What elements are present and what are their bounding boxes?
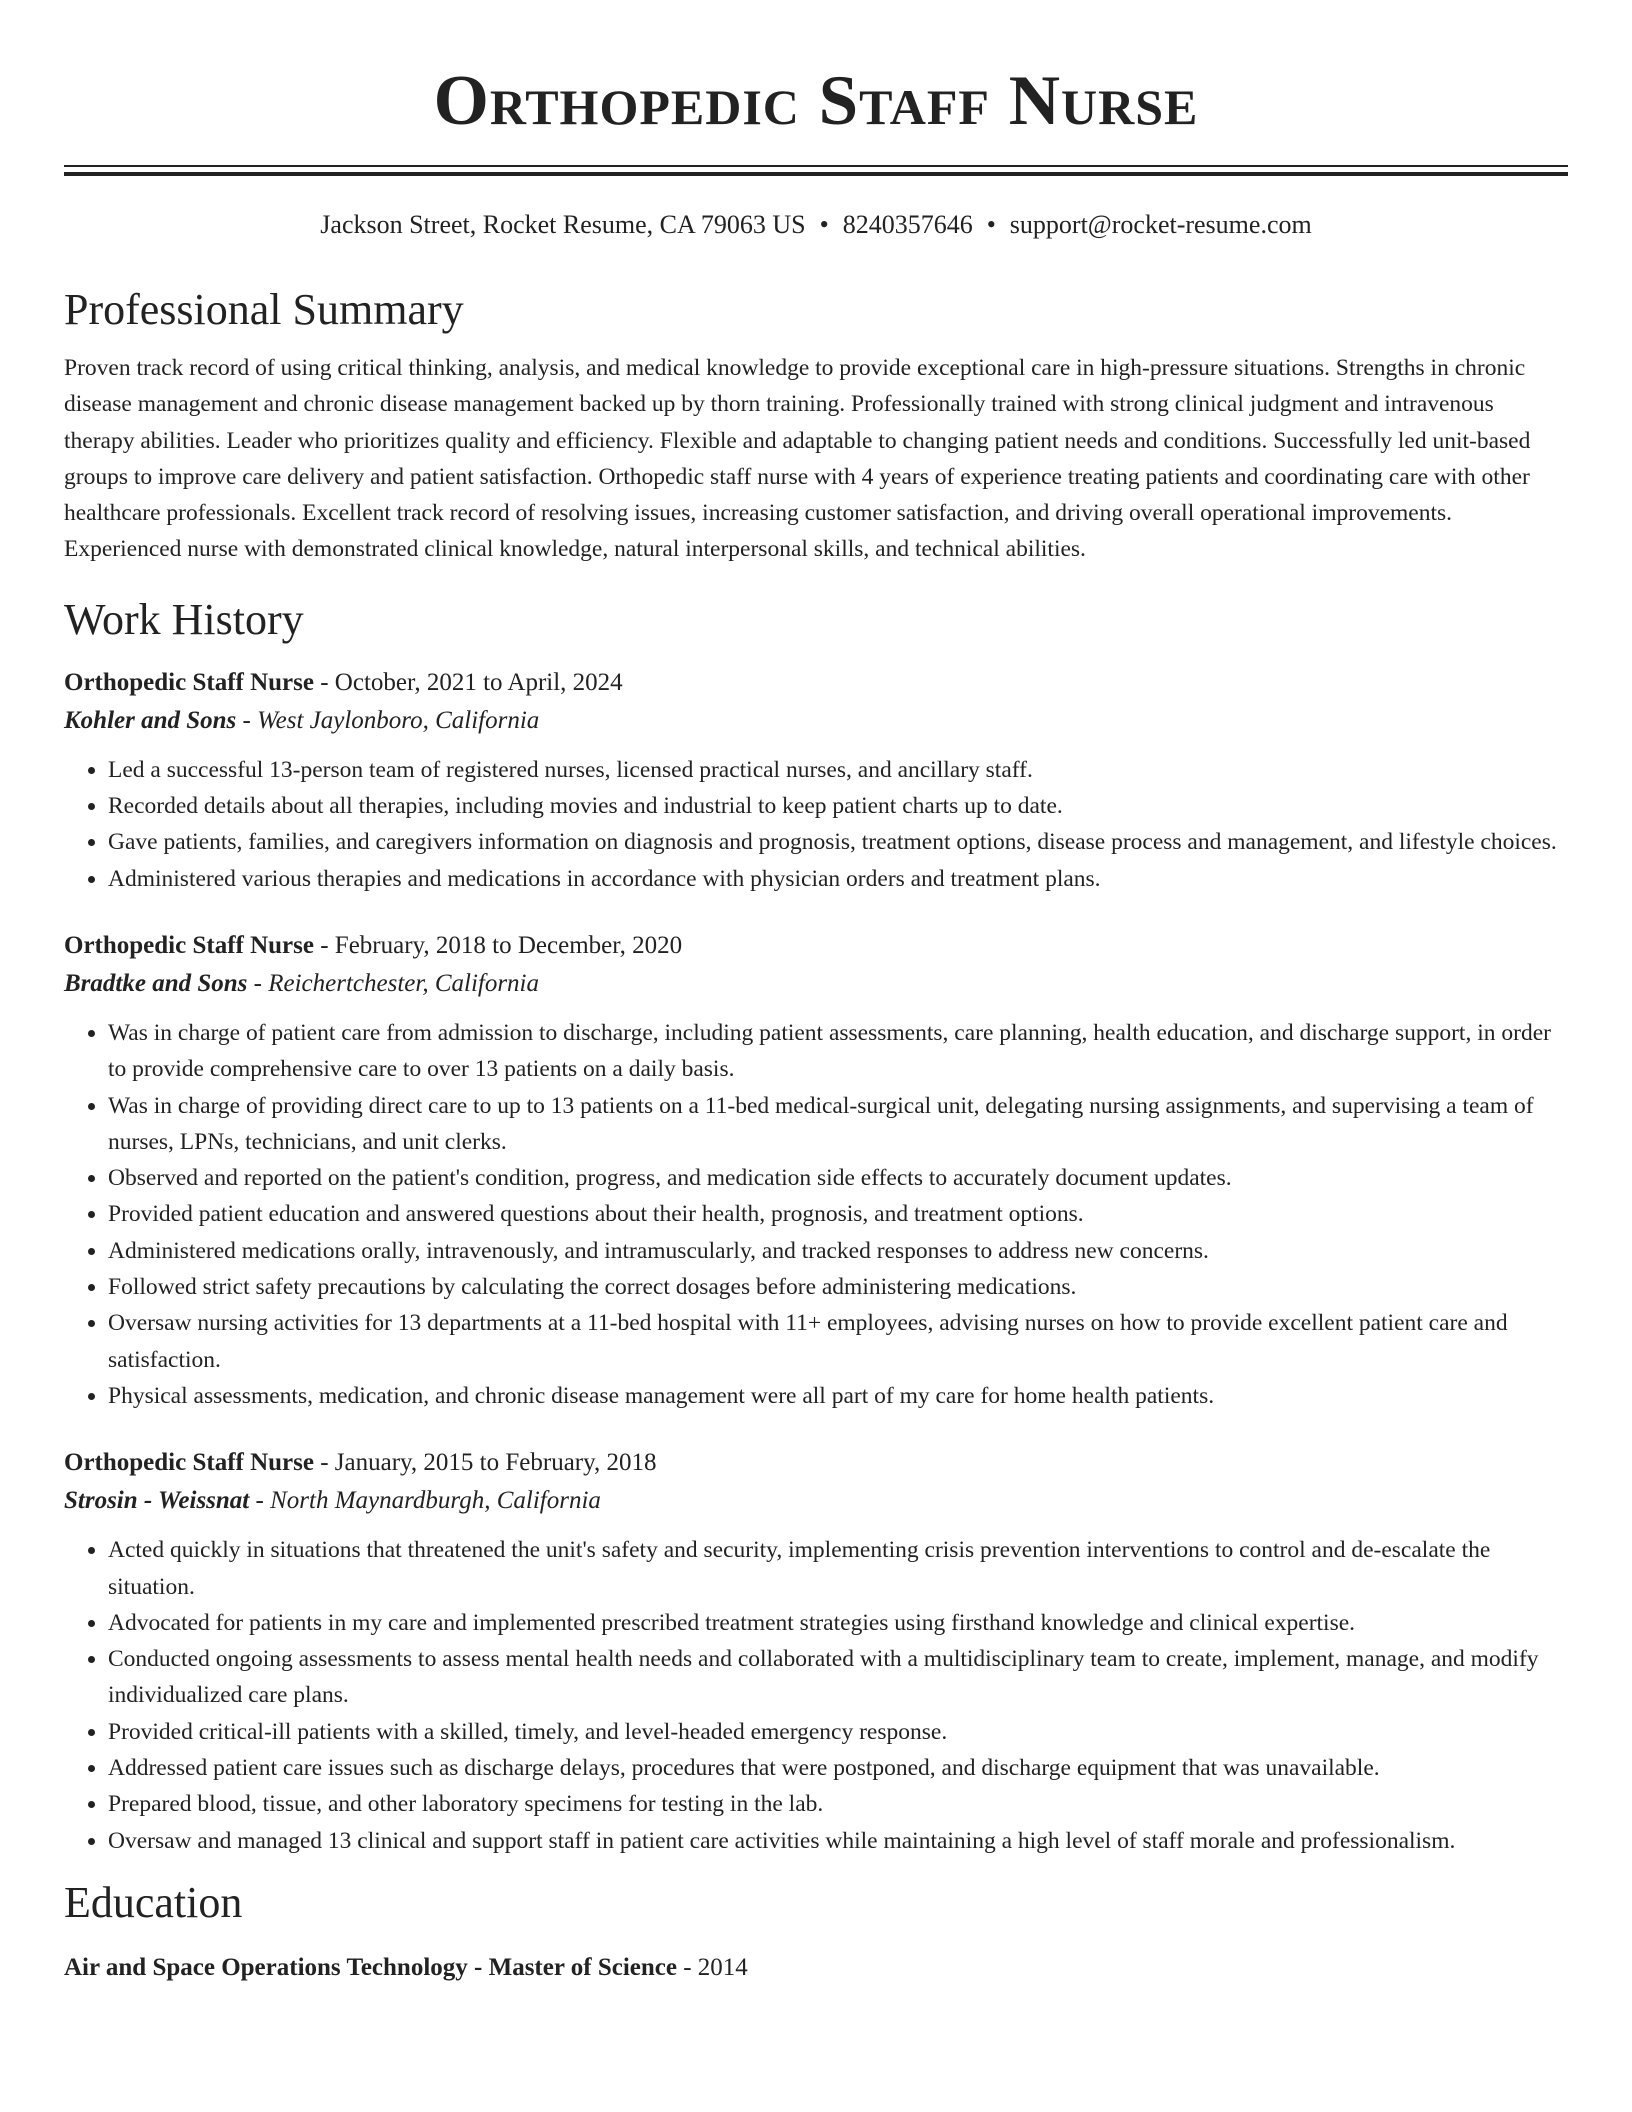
- section-title-education: Education: [64, 1877, 243, 1927]
- job-role: Orthopedic Staff Nurse: [64, 1449, 314, 1477]
- job-entry: [64, 1444, 1568, 1859]
- job-bullet: • Acted quickly in situations that threatened the unit's safety and security, implementing crisis prevention interventions to control and de-escalate the situation.: [108, 1532, 1568, 1605]
- job-bullet: • Administered various therapies and medications in accordance with physician orders and treatment plans.: [108, 861, 1568, 897]
- job-entry: [64, 664, 1568, 897]
- job-bullet: • Provided critical-ill patients with a skilled, timely, and level-headed emergency response.: [108, 1714, 1568, 1750]
- job-company: Bradtke and Sons: [64, 969, 248, 997]
- job-heading: [64, 1444, 1568, 1482]
- job-bullet: • Conducted ongoing assessments to assess mental health needs and collaborated with a multidisciplinary team to create, implement, manage, and modify individualized care plans.: [108, 1641, 1568, 1714]
- job-organization: [64, 965, 1568, 1003]
- contact-address: Jackson Street, Rocket Resume, CA 79063 US: [320, 210, 806, 239]
- job-bullet: • Observed and reported on the patient's condition, progress, and medication side effects to accurately document updates.: [108, 1160, 1568, 1196]
- job-bullet: • Oversaw and managed 13 clinical and support staff in patient care activities while maintaining a high level of staff morale and professionalism.: [108, 1823, 1568, 1859]
- contact-line: [64, 210, 1568, 240]
- job-bullet: • Gave patients, families, and caregivers information on diagnosis and prognosis, treatment options, disease process and management, and lifestyle choices.: [108, 824, 1568, 860]
- job-bullet: • Oversaw nursing activities for 13 departments at a 11-bed hospital with 11+ employees, advising nurses on how to provide excellent patient care and satisfaction.: [108, 1305, 1568, 1378]
- job-bullet: • Recorded details about all therapies, including movies and industrial to keep patient charts up to date.: [108, 788, 1568, 824]
- job-bullet: • Administered medications orally, intravenously, and intramuscularly, and tracked responses to address new concerns.: [108, 1233, 1568, 1269]
- job-entry: [64, 927, 1568, 1414]
- contact-separator: •: [986, 210, 996, 239]
- job-heading: [64, 664, 1568, 702]
- job-bullet: • Addressed patient care issues such as discharge delays, procedures that were postponed, and discharge equipment that was unavailable.: [108, 1750, 1568, 1786]
- header-divider: [64, 165, 1568, 176]
- job-bullet: • Was in charge of providing direct care to up to 13 patients on a 11-bed medical-surgical unit, delegating nursing assignments, and supervising a team of nurses, LPNs, technicians, and unit clerks.: [108, 1088, 1568, 1161]
- job-bullet: • Was in charge of patient care from admission to discharge, including patient assessments, care planning, health education, and discharge support, in order to provide comprehensive care to over 13 patients on a daily basis.: [108, 1015, 1568, 1088]
- job-organization: [64, 702, 1568, 740]
- contact-separator: •: [819, 210, 829, 239]
- job-location: - West Jaylonboro, California: [236, 706, 540, 734]
- resume-name: Orthopedic Staff Nurse: [433, 62, 1199, 140]
- job-dates: - October, 2021 to April, 2024: [313, 668, 623, 696]
- job-bullet: • Led a successful 13-person team of registered nurses, licensed practical nurses, and ancillary staff.: [108, 752, 1568, 788]
- education-degree: Air and Space Operations Technology - Master of Science: [64, 1953, 677, 1981]
- job-company: Strosin - Weissnat: [64, 1487, 250, 1515]
- job-bullets: [64, 1532, 1568, 1859]
- job-location: - Reichertchester, California: [247, 969, 540, 997]
- section-title-summary: Professional Summary: [64, 285, 464, 334]
- job-company: Kohler and Sons: [64, 706, 237, 734]
- job-role: Orthopedic Staff Nurse: [64, 668, 314, 696]
- job-bullets: [64, 1015, 1568, 1414]
- job-bullet: • Advocated for patients in my care and implemented prescribed treatment strategies using firsthand knowledge and clinical expertise.: [108, 1605, 1568, 1641]
- section-title-work-history: Work History: [64, 594, 304, 644]
- contact-phone: 8240357646: [842, 210, 973, 239]
- job-role: Orthopedic Staff Nurse: [64, 931, 314, 959]
- education-year: - 2014: [676, 1953, 748, 1981]
- job-dates: - February, 2018 to December, 2020: [313, 931, 683, 959]
- job-bullet: • Followed strict safety precautions by calculating the correct dosages before administering medications.: [108, 1269, 1568, 1305]
- job-bullet: • Provided patient education and answered questions about their health, prognosis, and treatment options.: [108, 1196, 1568, 1232]
- job-bullet: • Physical assessments, medication, and chronic disease management were all part of my care for home health patients.: [108, 1378, 1568, 1414]
- job-bullet: • Prepared blood, tissue, and other laboratory specimens for testing in the lab.: [108, 1786, 1568, 1822]
- job-bullets: [64, 752, 1568, 897]
- job-heading: [64, 927, 1568, 965]
- job-location: - North Maynardburgh, California: [249, 1487, 601, 1515]
- education-entry: [64, 1949, 1568, 1987]
- job-dates: - January, 2015 to February, 2018: [313, 1449, 657, 1477]
- contact-email: support@rocket-resume.com: [1009, 210, 1312, 239]
- summary-paragraph: Proven track record of using critical thinking, analysis, and medical knowledge to provide exceptional care in high-pressure situations. Strengths in chronic disease management and chronic disease management backed up by thorn training. Professionally trained with strong clinical judgment and intravenous therapy abilities. Leader who prioritizes quality and efficiency. Flexible and adaptable to changing patient needs and conditions. Successfully led unit-based groups to improve care delivery and patient satisfaction. Orthopedic staff nurse with 4 years of experience treating patients and coordinating care with other healthcare professionals. Excellent track record of resolving issues, increasing customer satisfaction, and driving overall operational improvements. Experienced nurse with demonstrated clinical knowledge, natural interpersonal skills, and technical abilities.: [64, 355, 1531, 563]
- job-organization: [64, 1482, 1568, 1520]
